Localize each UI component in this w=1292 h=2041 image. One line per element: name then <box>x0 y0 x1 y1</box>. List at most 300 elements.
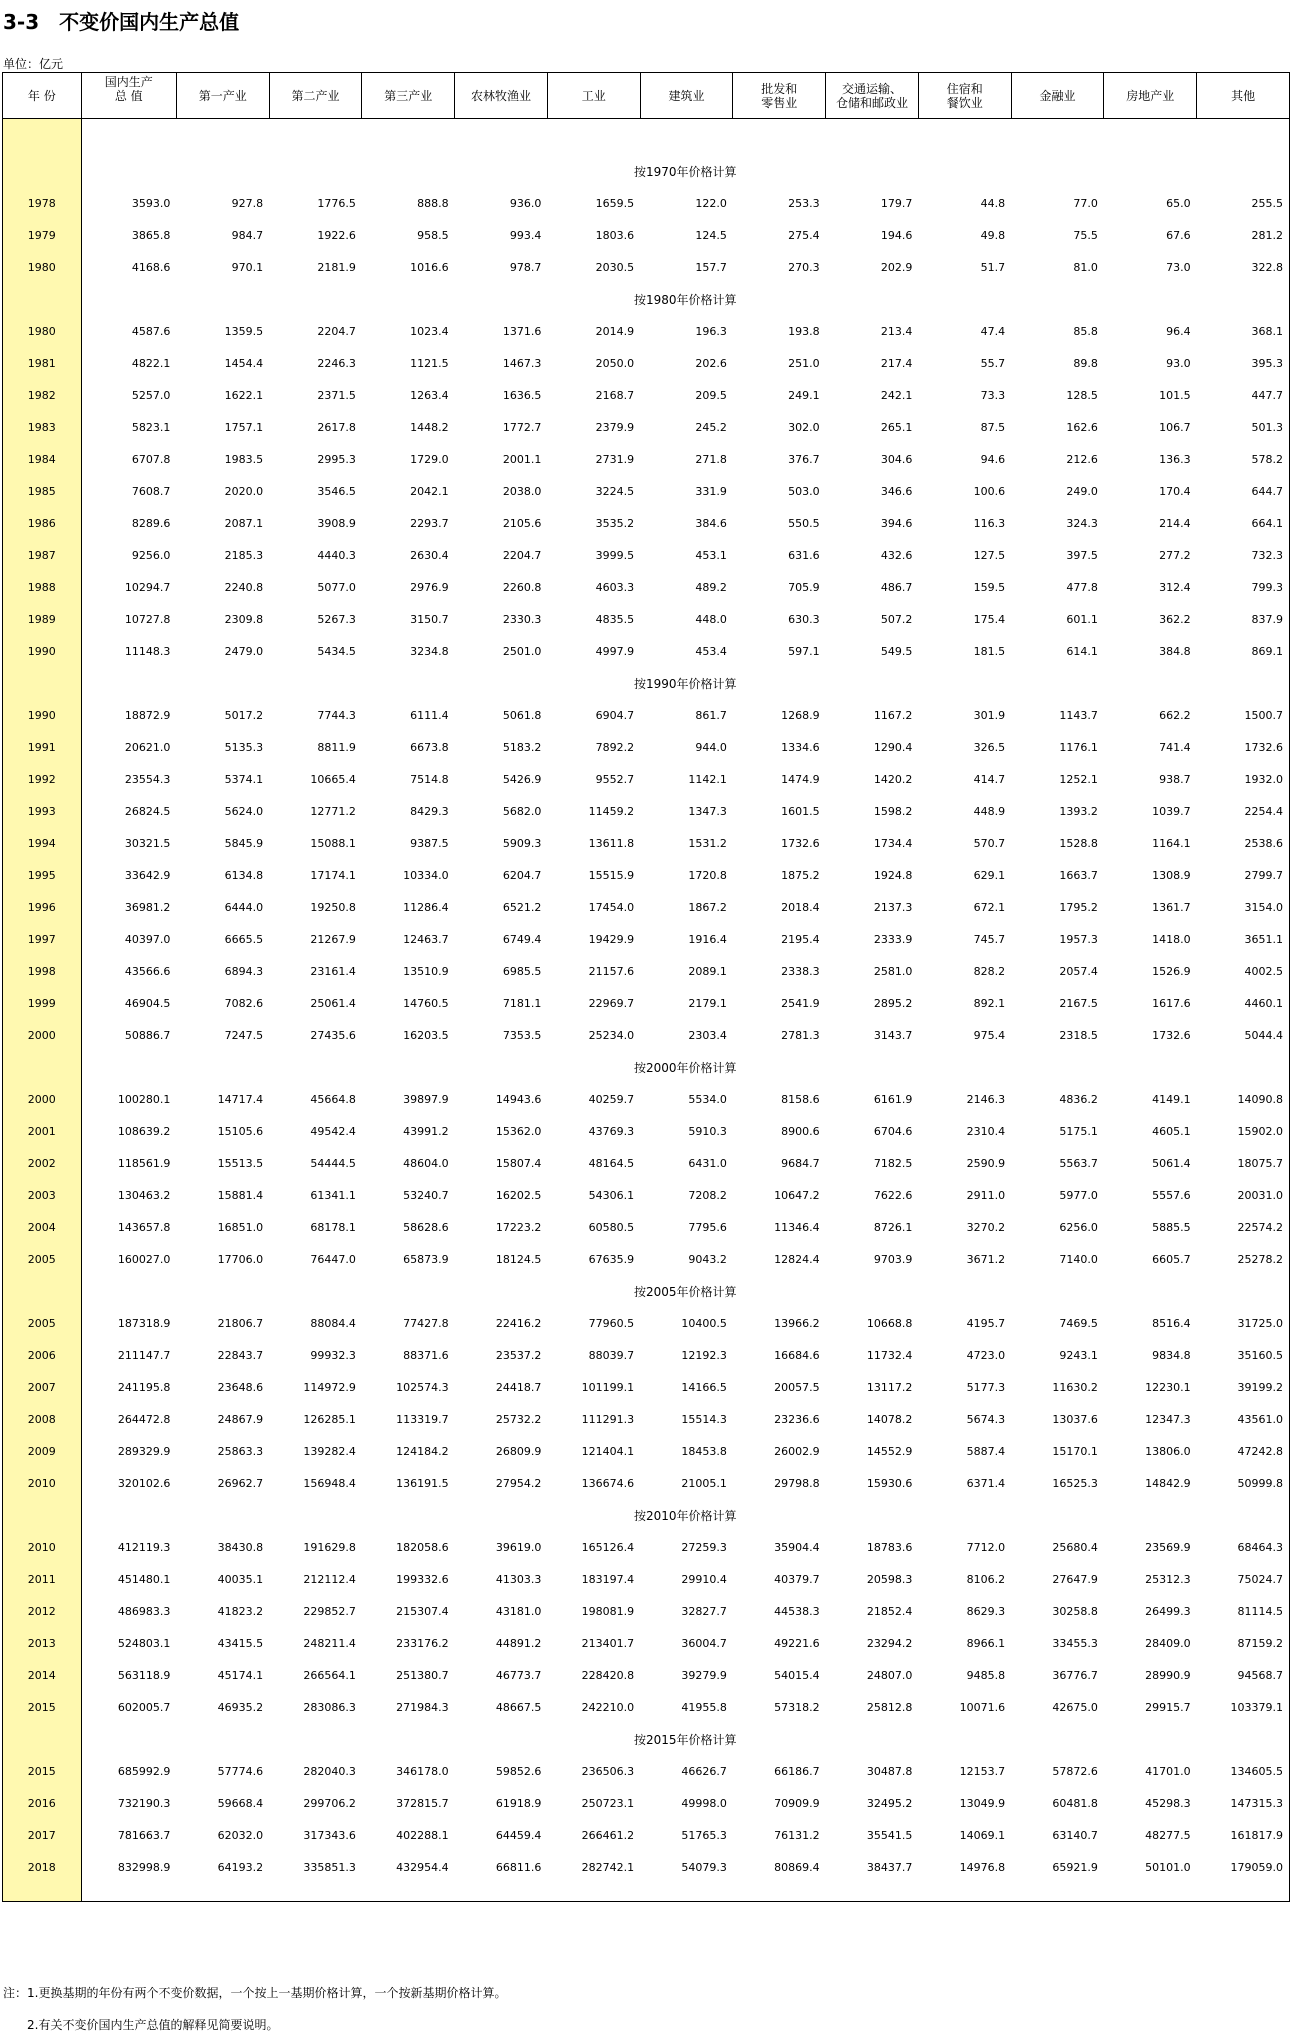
value-cell: 4195.7 <box>966 1316 1006 1330</box>
table-row <box>3 1787 1290 1819</box>
value-cell: 199332.6 <box>396 1572 449 1586</box>
header-transport-line1: 交通运输、 <box>842 81 903 96</box>
value-cell: 191629.8 <box>303 1540 356 1554</box>
year-cell: 2004 <box>3 1211 82 1243</box>
year-cell <box>3 283 82 315</box>
value-cell: 6673.8 <box>410 740 449 754</box>
value-cell: 2038.0 <box>502 484 542 498</box>
year-cell: 1987 <box>3 539 82 571</box>
value-cell: 1720.8 <box>688 868 727 882</box>
table-row <box>3 507 1290 539</box>
value-cell: 614.1 <box>1066 644 1098 658</box>
value-cell: 64459.4 <box>495 1828 542 1842</box>
value-cell: 101199.1 <box>581 1380 635 1394</box>
value-cell: 7622.6 <box>873 1188 913 1202</box>
value-cell: 13611.8 <box>588 836 635 850</box>
value-cell: 1143.7 <box>1059 708 1098 722</box>
value-cell: 2338.3 <box>781 964 820 978</box>
value-cell: 7892.2 <box>595 740 635 754</box>
value-cell: 5434.5 <box>317 644 356 658</box>
value-cell: 10071.6 <box>959 1700 1006 1714</box>
value-cell: 15170.1 <box>1052 1444 1098 1458</box>
value-cell: 136191.5 <box>396 1476 449 1490</box>
value-cell: 170.4 <box>1159 484 1191 498</box>
value-cell: 18075.7 <box>1197 1147 1290 1179</box>
value-cell: 27647.9 <box>1052 1572 1098 1586</box>
value-cell: 33455.3 <box>1052 1636 1098 1650</box>
value-cell: 4605.1 <box>1152 1124 1191 1138</box>
value-cell: 477.8 <box>1066 580 1098 594</box>
value-cell: 54079.3 <box>681 1860 727 1874</box>
value-cell: 2379.9 <box>595 420 635 434</box>
value-cell: 2781.3 <box>781 1028 820 1042</box>
value-cell: 1418.0 <box>1152 932 1191 946</box>
header-finance: 金融业 <box>1011 73 1104 119</box>
value-cell: 60481.8 <box>1052 1796 1098 1810</box>
value-cell: 68464.3 <box>1197 1531 1290 1563</box>
value-cell: 5534.0 <box>688 1092 727 1106</box>
value-cell: 412119.3 <box>117 1540 171 1554</box>
value-cell: 12153.7 <box>959 1764 1006 1778</box>
value-cell: 1803.6 <box>595 228 635 242</box>
value-cell: 8811.9 <box>317 740 356 754</box>
header-gdp-line1: 国内生产 <box>104 75 153 89</box>
value-cell: 4002.5 <box>1197 955 1290 987</box>
year-cell: 1991 <box>3 731 82 763</box>
value-cell: 7795.6 <box>688 1220 727 1234</box>
table-row <box>3 987 1290 1019</box>
header-tertiary: 第三产业 <box>362 73 455 119</box>
value-cell: 27435.6 <box>310 1028 356 1042</box>
value-cell: 81.0 <box>1073 260 1098 274</box>
value-cell: 1957.3 <box>1059 932 1098 946</box>
value-cell: 5061.4 <box>1152 1156 1191 1170</box>
value-cell: 2995.3 <box>317 452 356 466</box>
value-cell: 7247.5 <box>224 1028 264 1042</box>
value-cell: 15088.1 <box>310 836 356 850</box>
value-cell: 46935.2 <box>217 1700 264 1714</box>
value-cell: 503.0 <box>788 484 820 498</box>
value-cell: 993.4 <box>509 228 542 242</box>
value-cell: 23537.2 <box>495 1348 542 1362</box>
table-row <box>3 1691 1290 1723</box>
value-cell: 13806.0 <box>1145 1444 1191 1458</box>
value-cell: 43991.2 <box>403 1124 449 1138</box>
value-cell: 10647.2 <box>774 1188 820 1202</box>
value-cell: 217.4 <box>880 356 913 370</box>
value-cell: 8900.6 <box>781 1124 820 1138</box>
value-cell: 664.1 <box>1197 507 1290 539</box>
value-cell: 46626.7 <box>681 1764 727 1778</box>
year-cell <box>3 1723 82 1755</box>
section-row <box>3 1499 1290 1531</box>
year-cell: 2005 <box>3 1307 82 1339</box>
value-cell: 2030.5 <box>595 260 635 274</box>
page-title: 3-3 不变价国内生产总值 <box>3 10 240 34</box>
value-cell: 892.1 <box>973 996 1006 1010</box>
year-cell: 1993 <box>3 795 82 827</box>
year-cell: 2000 <box>3 1083 82 1115</box>
value-cell: 61918.9 <box>495 1796 542 1810</box>
value-cell: 384.8 <box>1159 644 1191 658</box>
value-cell: 6371.4 <box>966 1476 1006 1490</box>
value-cell: 213401.7 <box>581 1636 635 1650</box>
table-row <box>3 1019 1290 1051</box>
value-cell: 9703.9 <box>873 1252 913 1266</box>
value-cell: 15902.0 <box>1197 1115 1290 1147</box>
table-row <box>3 539 1290 571</box>
value-cell: 14552.9 <box>866 1444 913 1458</box>
value-cell: 15515.9 <box>588 868 635 882</box>
year-cell: 1999 <box>3 987 82 1019</box>
value-cell: 35541.5 <box>866 1828 913 1842</box>
header-hotel-line1: 住宿和 <box>946 81 983 96</box>
value-cell: 76447.0 <box>310 1252 356 1266</box>
value-cell: 12824.4 <box>774 1252 820 1266</box>
value-cell: 36004.7 <box>681 1636 727 1650</box>
value-cell: 46904.5 <box>124 996 171 1010</box>
value-cell: 6605.7 <box>1152 1252 1191 1266</box>
year-cell <box>3 1883 82 1902</box>
table-row <box>3 731 1290 763</box>
value-cell: 5885.5 <box>1152 1220 1191 1234</box>
header-trade <box>733 73 826 119</box>
value-cell: 12230.1 <box>1145 1380 1191 1394</box>
value-cell: 2018.4 <box>781 900 820 914</box>
value-cell: 251380.7 <box>396 1668 449 1682</box>
value-cell: 2318.5 <box>1059 1028 1098 1042</box>
year-cell: 2008 <box>3 1403 82 1435</box>
table-row <box>3 187 1290 219</box>
value-cell: 249.1 <box>788 388 820 402</box>
value-cell: 41303.3 <box>495 1572 542 1586</box>
value-cell: 1528.8 <box>1059 836 1098 850</box>
value-cell: 8629.3 <box>966 1604 1006 1618</box>
value-cell: 1121.5 <box>410 356 449 370</box>
table-row <box>3 827 1290 859</box>
value-cell: 1263.4 <box>410 388 449 402</box>
table-row <box>3 1659 1290 1691</box>
header-secondary: 第二产业 <box>269 73 362 119</box>
value-cell: 447.7 <box>1197 379 1290 411</box>
year-cell: 2015 <box>3 1691 82 1723</box>
table-row <box>3 603 1290 635</box>
value-cell: 126285.1 <box>303 1412 356 1426</box>
value-cell: 2195.4 <box>781 932 820 946</box>
value-cell: 781663.7 <box>117 1828 171 1842</box>
value-cell: 215307.4 <box>396 1604 449 1618</box>
value-cell: 5977.0 <box>1059 1188 1098 1202</box>
value-cell: 70909.9 <box>774 1796 820 1810</box>
value-cell: 4440.3 <box>317 548 356 562</box>
value-cell: 1420.2 <box>873 772 913 786</box>
value-cell: 1932.0 <box>1197 763 1290 795</box>
value-cell: 2167.5 <box>1059 996 1098 1010</box>
value-cell: 102574.3 <box>396 1380 449 1394</box>
value-cell: 122.0 <box>695 196 727 210</box>
value-cell: 21806.7 <box>217 1316 264 1330</box>
value-cell: 48277.5 <box>1145 1828 1191 1842</box>
value-cell: 888.8 <box>417 196 449 210</box>
value-cell: 87.5 <box>980 420 1006 434</box>
table-row <box>3 1179 1290 1211</box>
value-cell: 4723.0 <box>966 1348 1006 1362</box>
notes <box>3 1977 506 2041</box>
value-cell: 6894.3 <box>224 964 264 978</box>
value-cell: 62032.0 <box>217 1828 264 1842</box>
value-cell: 24867.9 <box>217 1412 264 1426</box>
value-cell: 1622.1 <box>224 388 264 402</box>
value-cell: 5624.0 <box>224 804 264 818</box>
value-cell: 38437.7 <box>866 1860 913 1874</box>
value-cell: 202.6 <box>695 356 727 370</box>
year-cell <box>3 1499 82 1531</box>
value-cell: 23236.6 <box>774 1412 820 1426</box>
year-cell <box>3 667 82 699</box>
value-cell: 9043.2 <box>688 1252 727 1266</box>
value-cell: 13049.9 <box>959 1796 1006 1810</box>
value-cell: 346178.0 <box>396 1764 449 1778</box>
header-trade-line1: 批发和 <box>761 81 798 96</box>
value-cell: 271.8 <box>695 452 727 466</box>
value-cell: 77427.8 <box>403 1316 449 1330</box>
value-cell: 50101.0 <box>1145 1860 1191 1874</box>
value-cell: 73.3 <box>980 388 1006 402</box>
value-cell: 29910.4 <box>681 1572 727 1586</box>
value-cell: 3143.7 <box>873 1028 913 1042</box>
value-cell: 7514.8 <box>410 772 449 786</box>
value-cell: 271984.3 <box>396 1700 449 1714</box>
value-cell: 213.4 <box>880 324 913 338</box>
value-cell: 32827.7 <box>681 1604 727 1618</box>
table-row <box>3 251 1290 283</box>
value-cell: 100280.1 <box>117 1092 171 1106</box>
value-cell: 21157.6 <box>588 964 635 978</box>
value-cell: 2303.4 <box>688 1028 727 1042</box>
value-cell: 182058.6 <box>396 1540 449 1554</box>
value-cell: 1448.2 <box>410 420 449 434</box>
value-cell: 631.6 <box>788 548 820 562</box>
value-cell: 11148.3 <box>124 644 171 658</box>
value-cell: 275.4 <box>788 228 820 242</box>
table-row <box>3 475 1290 507</box>
value-cell: 432.6 <box>880 548 913 562</box>
value-cell: 1371.6 <box>502 324 542 338</box>
value-cell: 1776.5 <box>317 196 356 210</box>
value-cell: 486.7 <box>880 580 913 594</box>
value-cell: 501.3 <box>1197 411 1290 443</box>
table-header <box>3 73 1290 119</box>
year-cell: 1996 <box>3 891 82 923</box>
value-cell: 741.4 <box>1159 740 1191 754</box>
value-cell: 9256.0 <box>131 548 171 562</box>
year-cell: 1986 <box>3 507 82 539</box>
value-cell: 732.3 <box>1197 539 1290 571</box>
value-cell: 114972.9 <box>303 1380 356 1394</box>
value-cell: 3593.0 <box>131 196 171 210</box>
value-cell: 2731.9 <box>595 452 635 466</box>
value-cell: 4836.2 <box>1059 1092 1098 1106</box>
value-cell: 1659.5 <box>595 196 635 210</box>
year-cell: 2000 <box>3 1019 82 1051</box>
value-cell: 1983.5 <box>224 452 264 466</box>
value-cell: 6749.4 <box>502 932 542 946</box>
value-cell: 9834.8 <box>1152 1348 1191 1362</box>
value-cell: 20598.3 <box>866 1572 913 1586</box>
value-cell: 25863.3 <box>217 1444 264 1458</box>
value-cell: 45174.1 <box>217 1668 264 1682</box>
value-cell: 41955.8 <box>681 1700 727 1714</box>
value-cell: 40259.7 <box>588 1092 635 1106</box>
table-row <box>3 795 1290 827</box>
value-cell: 73.0 <box>1166 260 1191 274</box>
value-cell: 6985.5 <box>502 964 542 978</box>
value-cell: 23161.4 <box>310 964 356 978</box>
value-cell: 975.4 <box>973 1028 1006 1042</box>
value-cell: 15807.4 <box>495 1156 542 1170</box>
table-row <box>3 1339 1290 1371</box>
year-cell: 2010 <box>3 1531 82 1563</box>
value-cell: 322.8 <box>1197 251 1290 283</box>
year-cell: 1990 <box>3 635 82 667</box>
year-cell: 2005 <box>3 1243 82 1275</box>
value-cell: 179.7 <box>880 196 913 210</box>
value-cell: 970.1 <box>231 260 264 274</box>
year-cell: 1988 <box>3 571 82 603</box>
value-cell: 127.5 <box>973 548 1006 562</box>
value-cell: 45298.3 <box>1145 1796 1191 1810</box>
header-industry: 工业 <box>547 73 640 119</box>
table-row <box>3 1563 1290 1595</box>
value-cell: 1252.1 <box>1059 772 1098 786</box>
value-cell: 28409.0 <box>1145 1636 1191 1650</box>
value-cell: 35904.4 <box>774 1540 820 1554</box>
value-cell: 94.6 <box>980 452 1006 466</box>
value-cell: 1601.5 <box>781 804 820 818</box>
value-cell: 48164.5 <box>588 1156 635 1170</box>
value-cell: 26809.9 <box>495 1444 542 1458</box>
year-cell: 1992 <box>3 763 82 795</box>
value-cell: 28990.9 <box>1145 1668 1191 1682</box>
value-cell: 15362.0 <box>495 1124 542 1138</box>
value-cell: 601.1 <box>1066 612 1098 626</box>
value-cell: 30487.8 <box>866 1764 913 1778</box>
value-cell: 1526.9 <box>1152 964 1191 978</box>
value-cell: 236506.3 <box>581 1764 635 1778</box>
value-cell: 183197.4 <box>581 1572 635 1586</box>
value-cell: 486983.3 <box>117 1604 171 1618</box>
value-cell: 5909.3 <box>502 836 542 850</box>
value-cell: 65873.9 <box>403 1252 449 1266</box>
value-cell: 106.7 <box>1159 420 1191 434</box>
value-cell: 54306.1 <box>588 1188 635 1202</box>
value-cell: 372815.7 <box>396 1796 449 1810</box>
value-cell: 4460.1 <box>1197 987 1290 1019</box>
year-cell: 1984 <box>3 443 82 475</box>
year-cell <box>3 155 82 187</box>
value-cell: 2105.6 <box>502 516 542 530</box>
value-cell: 7182.5 <box>873 1156 913 1170</box>
value-cell: 4587.6 <box>131 324 171 338</box>
gdp-table <box>2 72 1290 1902</box>
value-cell: 1164.1 <box>1152 836 1191 850</box>
value-cell: 21005.1 <box>681 1476 727 1490</box>
note-1: 注：1.更换基期的年份有两个不变价数据，一个按上一基期价格计算，一个按新基期价格计算。 <box>3 1986 507 2000</box>
value-cell: 1732.6 <box>1152 1028 1191 1042</box>
value-cell: 22416.2 <box>495 1316 542 1330</box>
value-cell: 47242.8 <box>1197 1435 1290 1467</box>
value-cell: 25234.0 <box>588 1028 635 1042</box>
value-cell: 927.8 <box>231 196 264 210</box>
value-cell: 77960.5 <box>588 1316 635 1330</box>
value-cell: 39619.0 <box>495 1540 542 1554</box>
value-cell: 13966.2 <box>774 1316 820 1330</box>
year-cell: 1983 <box>3 411 82 443</box>
value-cell: 597.1 <box>788 644 820 658</box>
value-cell: 14976.8 <box>959 1860 1006 1874</box>
year-cell: 2014 <box>3 1659 82 1691</box>
value-cell: 161817.9 <box>1197 1819 1290 1851</box>
value-cell: 944.0 <box>695 740 727 754</box>
value-cell: 5135.3 <box>224 740 264 754</box>
value-cell: 5563.7 <box>1059 1156 1098 1170</box>
value-cell: 39897.9 <box>403 1092 449 1106</box>
value-cell: 1729.0 <box>410 452 449 466</box>
value-cell: 16203.5 <box>403 1028 449 1042</box>
value-cell: 984.7 <box>231 228 264 242</box>
value-cell: 1795.2 <box>1059 900 1098 914</box>
value-cell: 41701.0 <box>1145 1764 1191 1778</box>
value-cell: 103379.1 <box>1197 1691 1290 1723</box>
value-cell: 2089.1 <box>688 964 727 978</box>
value-cell: 4822.1 <box>131 356 171 370</box>
value-cell: 3908.9 <box>317 516 356 530</box>
value-cell: 18124.5 <box>495 1252 542 1266</box>
value-cell: 42675.0 <box>1052 1700 1098 1714</box>
value-cell: 50999.8 <box>1197 1467 1290 1499</box>
value-cell: 1867.2 <box>688 900 727 914</box>
value-cell: 1334.6 <box>781 740 820 754</box>
value-cell: 242210.0 <box>581 1700 635 1714</box>
value-cell: 15881.4 <box>217 1188 264 1202</box>
value-cell: 5183.2 <box>502 740 542 754</box>
year-cell: 2018 <box>3 1851 82 1883</box>
value-cell: 45664.8 <box>310 1092 356 1106</box>
value-cell: 33642.9 <box>124 868 171 882</box>
value-cell: 66186.7 <box>774 1764 820 1778</box>
value-cell: 209.5 <box>695 388 727 402</box>
table-row <box>3 1403 1290 1435</box>
value-cell: 644.7 <box>1197 475 1290 507</box>
value-cell: 299706.2 <box>303 1796 356 1810</box>
value-cell: 29915.7 <box>1145 1700 1191 1714</box>
value-cell: 1142.1 <box>688 772 727 786</box>
value-cell: 214.4 <box>1159 516 1191 530</box>
value-cell: 4835.5 <box>595 612 635 626</box>
value-cell: 6431.0 <box>688 1156 727 1170</box>
value-cell: 1393.2 <box>1059 804 1098 818</box>
value-cell: 12771.2 <box>310 804 356 818</box>
value-cell: 156948.4 <box>303 1476 356 1490</box>
value-cell: 40035.1 <box>217 1572 264 1586</box>
value-cell: 1757.1 <box>224 420 264 434</box>
value-cell: 187318.9 <box>117 1316 171 1330</box>
header-hotel <box>918 73 1011 119</box>
value-cell: 136674.6 <box>581 1476 635 1490</box>
value-cell: 26002.9 <box>774 1444 820 1458</box>
value-cell: 685992.9 <box>117 1764 171 1778</box>
value-cell: 54015.4 <box>774 1668 820 1682</box>
